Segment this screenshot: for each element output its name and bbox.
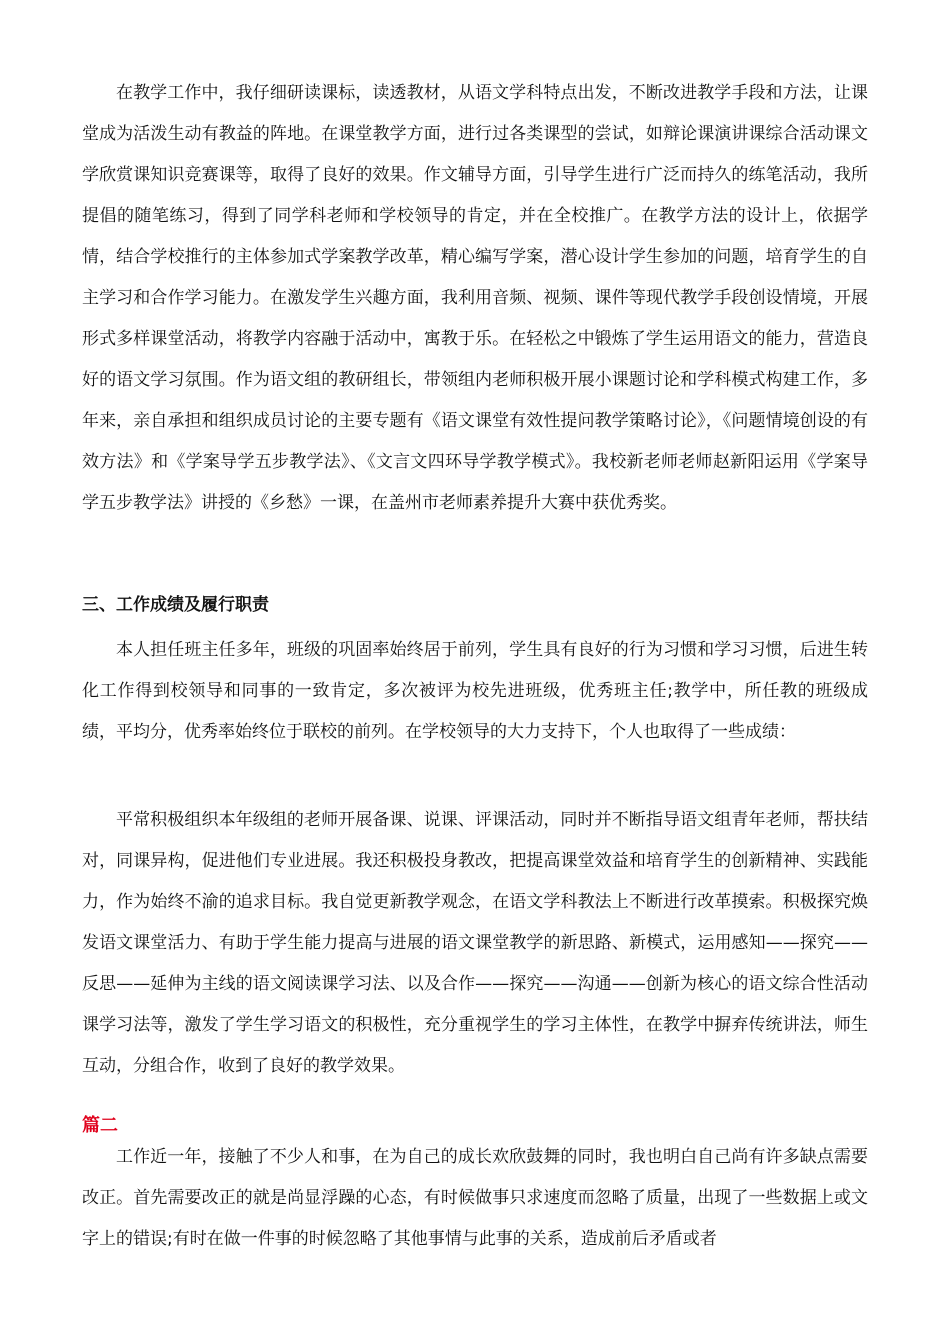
section-heading-achievements: 三、工作成绩及履行职责 [82, 595, 269, 615]
paragraph-teaching-reform: 平常积极组织本年级组的老师开展备课、说课、评课活动，同时并不断指导语文组青年老师，帮扶结对，同课异构，促进他们专业进展。我还积极投身教改，把提高课堂效益和培育学生的创新精神、实践能力，作为始终不渝的追求目标。我自觉更新教学观念，在语文学科教法上不断进行改革摸索。积极探究焕发语文课堂活力、有助于学生能力提高与进展的语文课堂教学的新思路、新模式，运用感知——探究——反思——延伸为主线的语文阅读课学习法、以及合作——探究——沟通——创新为核心的语文综合性活动课学习法等，激发了学生学习语文的积极性，充分重视学生的学习主体性，在教学中摒弃传统讲法，师生互动，分组合作，收到了良好的教学效果。 [82, 810, 868, 1076]
paragraph-self-reflection: 工作近一年，接触了不少人和事，在为自己的成长欢欣鼓舞的同时，我也明白自己尚有许多缺点需要改正。首先需要改正的就是尚显浮躁的心态，有时候做事只求速度而忽略了质量，出现了一些数据上或文字上的错误;有时在做一件事的时候忽略了其他事情与此事的关系，造成前后矛盾或者 [82, 1147, 868, 1249]
paragraph-teaching-work: 在教学工作中，我仔细研读课标，读透教材，从语文学科特点出发，不断改进教学手段和方法，让课堂成为活泼生动有教益的阵地。在课堂教学方面，进行过各类课型的尝试，如辩论课演讲课综合活动课文学欣赏课知识竞赛课等，取得了良好的效果。作文辅导方面，引导学生进行广泛而持久的练笔活动，我所提倡的随笔练习，得到了同学科老师和学校领导的肯定，并在全校推广。在教学方法的设计上，依据学情，结合学校推行的主体参加式学案教学改革，精心编写学案，潜心设计学生参加的问题，培育学生的自主学习和合作学习能力。在激发学生兴趣方面，我利用音频、视频、课件等现代教学手段创设情境，开展形式多样课堂活动，将教学内容融于活动中，寓教于乐。在轻松之中锻炼了学生运用语文的能力，营造良好的语文学习氛围。作为语文组的教研组长，带领组内老师积极开展小课题讨论和学科模式构建工作，多年来，亲自承担和组织成员讨论的主要专题有《语文课堂有效性提问教学策略讨论》，《问题情境创设的有效方法》和《学案导学五步教学法》、《文言文四环导学教学模式》。我校新老师老师赵新阳运用《学案导学五步教学法》讲授的《乡愁》一课，在盖州市老师素养提升大赛中获优秀奖。 [82, 83, 868, 513]
article-heading-pian2: 篇二 [82, 1115, 118, 1136]
paragraph-class-teacher: 本人担任班主任多年，班级的巩固率始终居于前列，学生具有良好的行为习惯和学习习惯，后进生转化工作得到校领导和同事的一致肯定，多次被评为校先进班级，优秀班主任;教学中，所任教的班级成绩，平均分，优秀率始终位于联校的前列。在学校领导的大力支持下，个人也取得了一些成绩： [82, 640, 868, 742]
